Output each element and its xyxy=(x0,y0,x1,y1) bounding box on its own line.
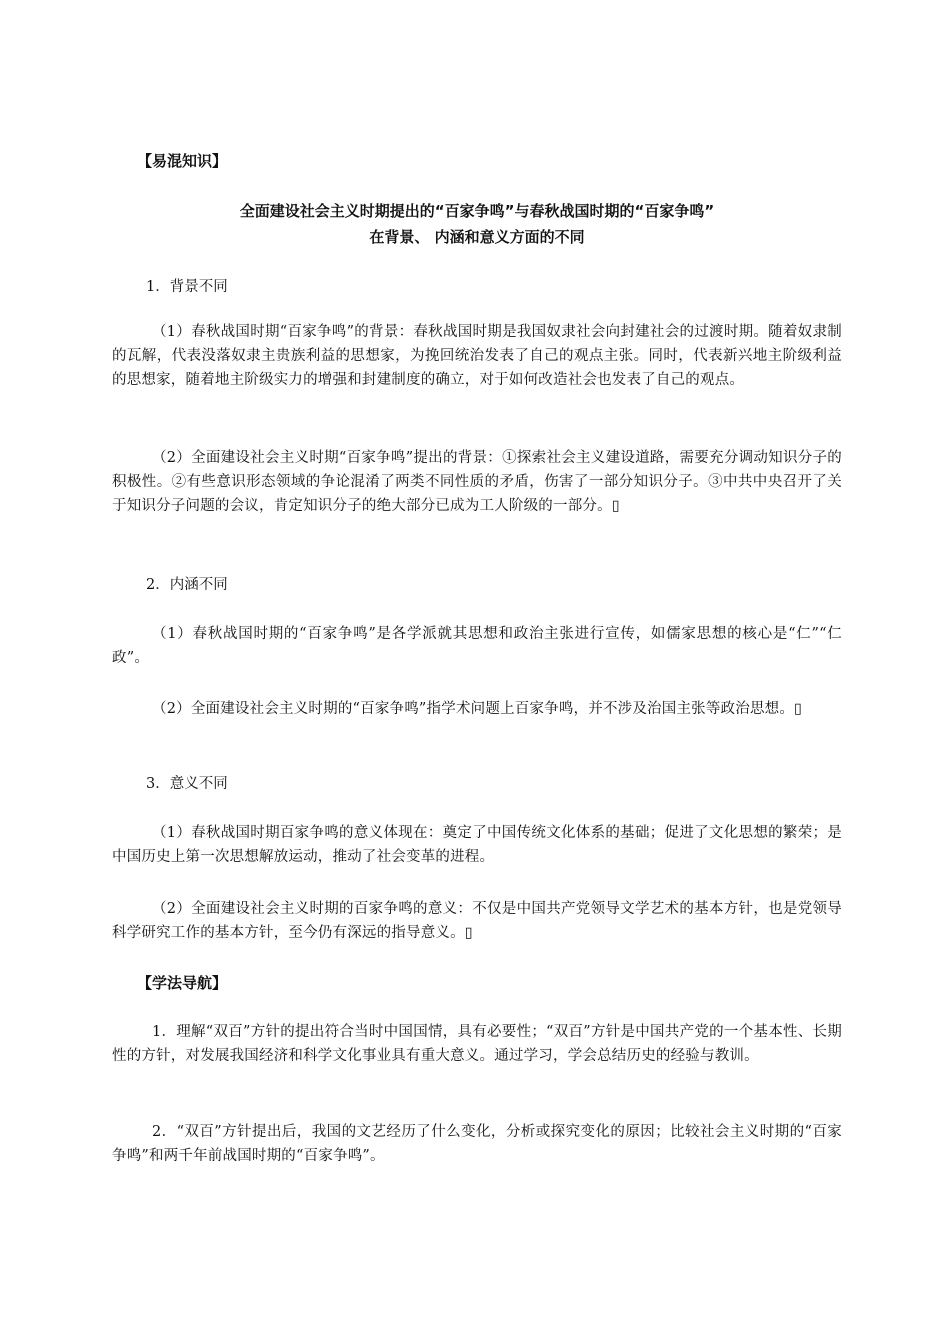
title-line-1: 全面建设社会主义时期提出的“百家争鸣”与春秋战国时期的“百家争鸣” xyxy=(239,202,715,220)
paragraph-connotation-socialist: （2）全面建设社会主义时期的“百家争鸣”指学术问题上百家争鸣，并不涉及治国主张等政治思想。▯ xyxy=(152,701,803,717)
paragraph-study-guide-2: 2．“双百”方针提出后，我国的文艺经历了什么变化，分析或探究变化的原因；比较社会主义时期的“百家争鸣”和两千年前战国时期的“百家争鸣”。 xyxy=(112,1124,842,1164)
paragraph-significance-socialist: （2）全面建设社会主义时期的百家争鸣的意义：不仅是中国共产党领导文学艺术的基本方针，也是党领导科学研究工作的基本方针，至今仍有深远的指导意义。▯ xyxy=(112,901,842,941)
title-line-2: 在背景、 内涵和意义方面的不同 xyxy=(369,228,585,246)
paragraph-connotation-spring-autumn: （1）春秋战国时期的“百家争鸣”是各学派就其思想和政治主张进行宣传，如儒家思想的核心是“仁”“仁政”。 xyxy=(112,626,842,666)
paragraph-background-socialist: （2）全面建设社会主义时期“百家争鸣”提出的背景：①探索社会主义建设道路，需要充分调动知识分子的积极性。②有些意识形态领域的争论混淆了两类不同性质的矛盾，伤害了一部分知识分子。③中共中央召开了关于知识分子问题的会议，肯定知识分子的绝大部分已成为工人阶级的一部分。▯ xyxy=(112,450,842,514)
point-label-connotation: 2．内涵不同 xyxy=(146,577,228,593)
paragraph-significance-spring-autumn: （1）春秋战国时期百家争鸣的意义体现在：奠定了中国传统文化体系的基础；促进了文化思想的繁荣；是中国历史上第一次思想解放运动，推动了社会变革的进程。 xyxy=(112,825,842,865)
document-title xyxy=(112,198,842,250)
section-heading-confusable-knowledge: 【易混知识】 xyxy=(137,152,228,170)
section-heading-study-guide: 【学法导航】 xyxy=(137,974,228,992)
paragraph-study-guide-1: 1．理解“双百”方针的提出符合当时中国国情，具有必要性；“双百”方针是中国共产党的一个基本性、长期性的方针，对发展我国经济和科学文化事业具有重大意义。通过学习，学会总结历史的经验与教训。 xyxy=(112,1024,842,1064)
paragraph-background-spring-autumn: （1）春秋战国时期“百家争鸣”的背景：春秋战国时期是我国奴隶社会向封建社会的过渡时期。随着奴隶制的瓦解，代表没落奴隶主贵族利益的思想家，为挽回统治发表了自己的观点主张。同时，代表新兴地主阶级利益的思想家，随着地主阶级实力的增强和封建制度的确立，对于如何改造社会也发表了自己的观点。 xyxy=(112,324,842,388)
point-label-background: 1．背景不同 xyxy=(146,279,228,295)
point-label-significance: 3．意义不同 xyxy=(146,776,228,792)
